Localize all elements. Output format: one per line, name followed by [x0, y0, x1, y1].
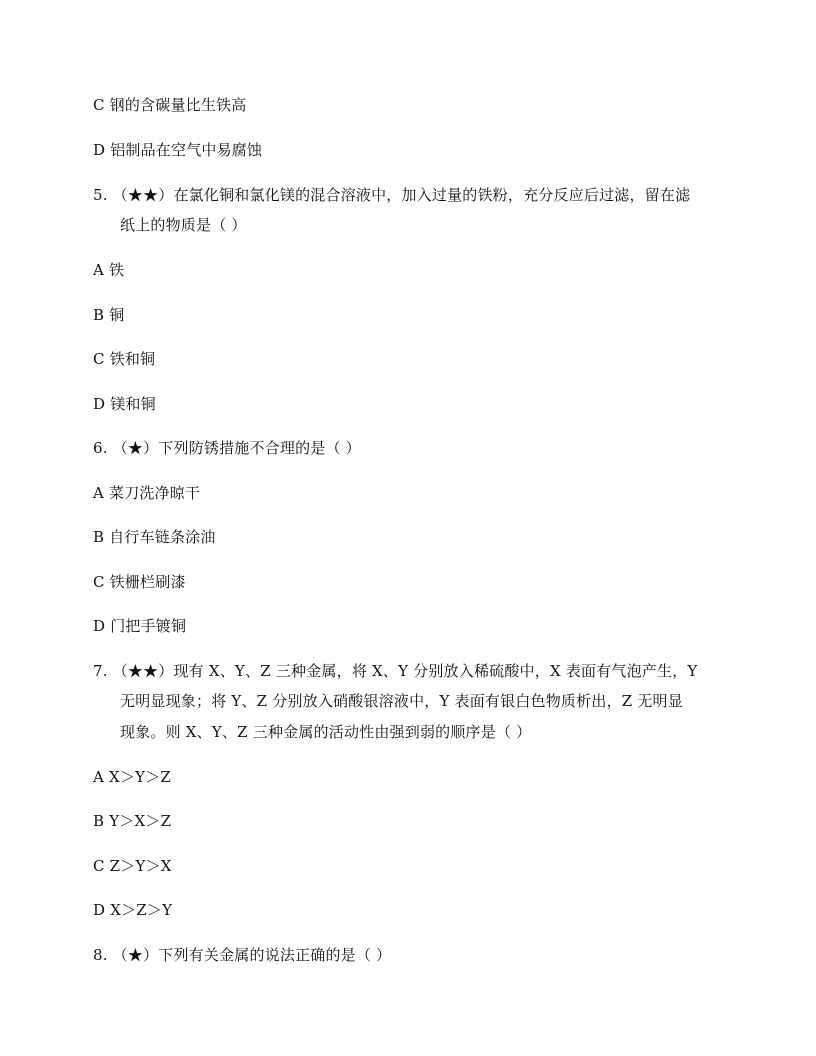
- question-5-stem-continued: 纸上的物质是（ ）: [120, 216, 247, 234]
- question-6-option-a: A 菜刀洗净晾干: [93, 484, 201, 502]
- question-5-option-a: A 铁: [93, 261, 125, 279]
- question-8-stem: 8. （★）下列有关金属的说法正确的是（ ）: [93, 946, 392, 964]
- question-5-option-b: B 铜: [93, 306, 125, 324]
- option-c-prev-question: C 钢的含碳量比生铁高: [93, 96, 247, 114]
- question-6-stem: 6. （★）下列防锈措施不合理的是（ ）: [93, 439, 361, 457]
- question-6-option-d: D 门把手镀铜: [93, 617, 187, 635]
- question-5-option-d: D 镁和铜: [93, 395, 156, 413]
- question-6-option-c: C 铁栅栏刷漆: [93, 573, 186, 591]
- question-7-stem-continued-2: 现象。则 X、Y、Z 三种金属的活动性由强到弱的顺序是（ ）: [120, 723, 532, 741]
- question-7-stem-continued-1: 无明显现象；将 Y、Z 分别放入硝酸银溶液中，Y 表面有银白色物质析出，Z 无明显: [120, 692, 683, 710]
- option-d-prev-question: D 铝制品在空气中易腐蚀: [93, 141, 263, 159]
- question-7-option-a: A X＞Y＞Z: [93, 768, 172, 786]
- question-6-option-b: B 自行车链条涂油: [93, 528, 216, 546]
- question-5-stem: 5. （★★）在氯化铜和氯化镁的混合溶液中，加入过量的铁粉，充分反应后过滤，留在滤: [93, 186, 691, 204]
- question-7-stem: 7. （★★）现有 X、Y、Z 三种金属，将 X、Y 分别放入稀硫酸中，X 表面有气泡产生，Y: [93, 662, 698, 680]
- question-5-option-c: C 铁和铜: [93, 350, 156, 368]
- question-7-option-c: C Z＞Y＞X: [93, 857, 172, 875]
- question-7-option-b: B Y＞X＞Z: [93, 812, 172, 830]
- question-7-option-d: D X＞Z＞Y: [93, 901, 173, 919]
